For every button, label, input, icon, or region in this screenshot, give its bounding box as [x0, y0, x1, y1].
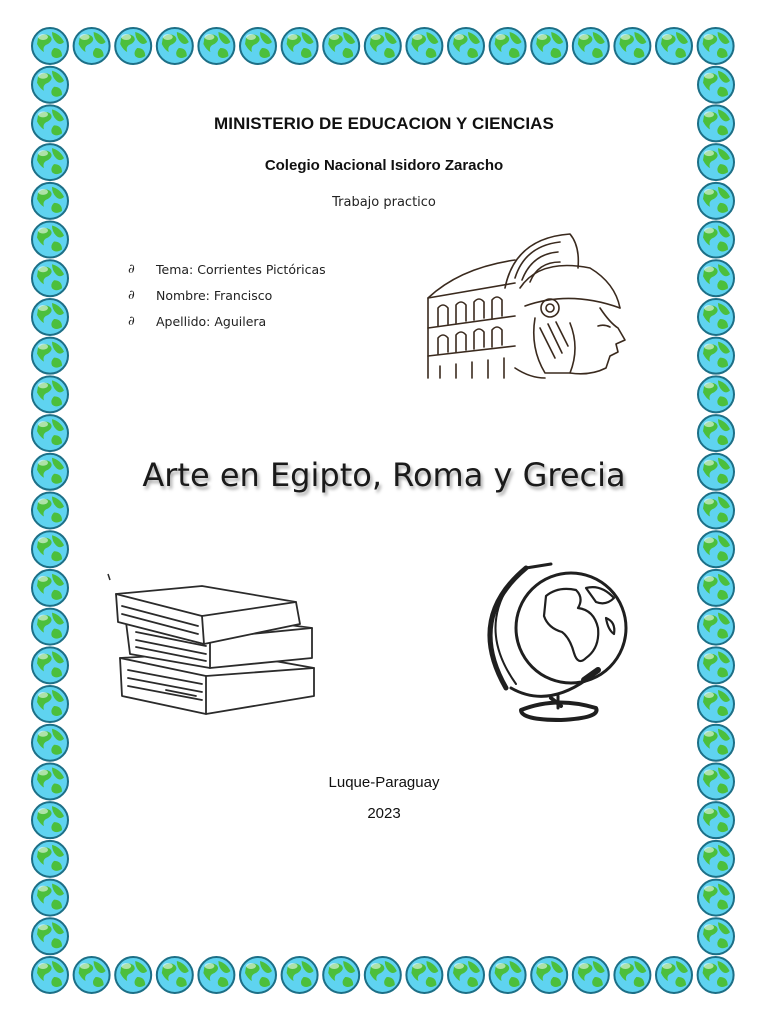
earth-globe-icon [573, 28, 609, 64]
earth-globe-icon [32, 647, 68, 683]
earth-globe-icon [531, 28, 567, 64]
earth-globe-icon [32, 28, 68, 64]
earth-globe-icon [698, 415, 734, 451]
earth-globe-icon [198, 957, 234, 993]
detail-text: Nombre: Francisco [156, 287, 273, 303]
earth-globe-icon [115, 28, 151, 64]
roman-soldier-illustration [420, 228, 635, 388]
earth-globe-icon [698, 957, 734, 993]
earth-globe-icon [240, 28, 276, 64]
earth-globe-icon [448, 957, 484, 993]
detail-text: Tema: Corrientes Pictóricas [156, 261, 326, 277]
earth-globe-icon [32, 957, 68, 993]
earth-globe-icon [32, 338, 68, 374]
earth-globe-icon [698, 570, 734, 606]
earth-globe-icon [32, 570, 68, 606]
bullet-mark: ∂ [128, 287, 135, 303]
earth-globe-icon [240, 957, 276, 993]
earth-globe-icon [698, 299, 734, 335]
earth-globe-icon [698, 376, 734, 412]
earth-globe-icon [74, 28, 110, 64]
earth-globe-icon [32, 493, 68, 529]
earth-globe-icon [32, 725, 68, 761]
earth-globe-icon [32, 222, 68, 258]
earth-globe-icon [365, 957, 401, 993]
earth-globe-icon [698, 531, 734, 567]
earth-globe-icon [74, 957, 110, 993]
earth-globe-icon [323, 957, 359, 993]
earth-globe-icon [698, 260, 734, 296]
earth-globe-icon [698, 609, 734, 645]
earth-globe-icon [198, 28, 234, 64]
earth-globe-icon [698, 647, 734, 683]
earth-globe-icon [698, 28, 734, 64]
earth-globe-icon [698, 841, 734, 877]
earth-globe-icon [656, 957, 692, 993]
earth-globe-icon [32, 686, 68, 722]
earth-globe-icon [115, 957, 151, 993]
earth-globe-icon [157, 957, 193, 993]
earth-globe-icon [282, 957, 318, 993]
earth-globe-icon [448, 28, 484, 64]
earth-globe-icon [490, 957, 526, 993]
earth-globe-icon [573, 957, 609, 993]
city-location: Luque-Paraguay [328, 774, 440, 791]
bullet-mark: ∂ [128, 313, 135, 329]
earth-globe-icon [32, 376, 68, 412]
earth-globe-icon [698, 880, 734, 916]
earth-globe-icon [406, 28, 442, 64]
earth-globe-icon [698, 725, 734, 761]
earth-globe-icon [32, 299, 68, 335]
earth-globe-icon [32, 918, 68, 954]
earth-globe-icon [32, 260, 68, 296]
earth-globe-icon [32, 415, 68, 451]
earth-globe-icon [365, 28, 401, 64]
earth-globe-icon [698, 918, 734, 954]
earth-globe-icon [32, 609, 68, 645]
earth-globe-icon [698, 222, 734, 258]
earth-globe-icon [698, 493, 734, 529]
main-title: Arte en Egipto, Roma y Grecia [142, 456, 626, 494]
earth-globe-icon [32, 67, 68, 103]
earth-globe-icon [531, 957, 567, 993]
earth-globe-icon [698, 338, 734, 374]
earth-globe-icon [406, 957, 442, 993]
detail-topic [128, 256, 326, 282]
earth-globe-icon [698, 67, 734, 103]
earth-globe-icon [614, 28, 650, 64]
earth-globe-icon [32, 880, 68, 916]
detail-name [128, 282, 326, 308]
work-type: Trabajo practico [332, 195, 436, 210]
earth-globe-icon [323, 28, 359, 64]
earth-globe-icon [614, 957, 650, 993]
desk-globe-illustration [466, 558, 636, 726]
bullet-mark: ∂ [128, 261, 135, 277]
ministry-heading: MINISTERIO DE EDUCACION Y CIENCIAS [214, 114, 554, 133]
earth-globe-icon [656, 28, 692, 64]
earth-globe-icon [157, 28, 193, 64]
earth-globe-icon [698, 686, 734, 722]
earth-globe-icon [32, 531, 68, 567]
earth-globe-icon [32, 841, 68, 877]
detail-text: Apellido: Aguilera [156, 313, 267, 329]
year: 2023 [367, 805, 401, 822]
earth-globe-icon [490, 28, 526, 64]
earth-globe-icon [282, 28, 318, 64]
school-name: Colegio Nacional Isidoro Zaracho [264, 157, 504, 174]
student-details-list [128, 256, 326, 334]
stacked-books-illustration [106, 572, 321, 722]
detail-surname [128, 308, 326, 334]
